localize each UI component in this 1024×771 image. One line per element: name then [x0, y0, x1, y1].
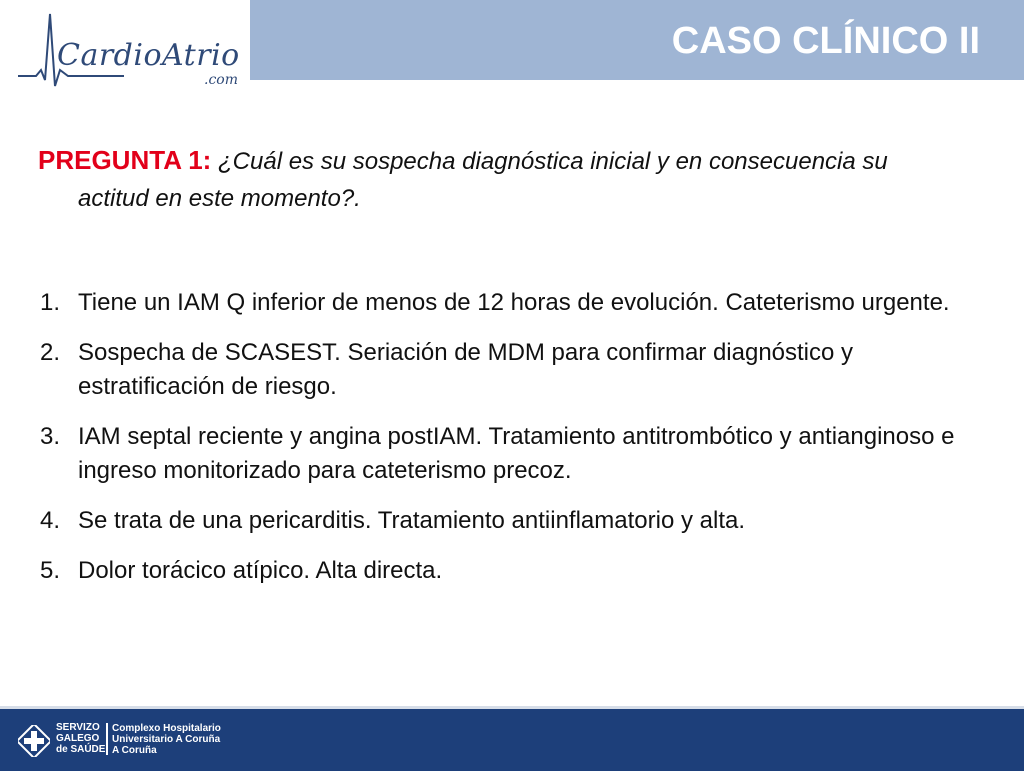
hospital-label: [112, 723, 221, 756]
option-text: IAM septal reciente y angina postIAM. Tratamiento antitrombótico y antianginoso e ingreso monitorizado para cateterismo precoz.: [78, 423, 955, 484]
answer-options: [40, 286, 990, 604]
servizo-line: SERVIZO: [56, 722, 100, 733]
option-number: 2.: [40, 339, 61, 366]
option-text: Dolor torácico atípico. Alta directa.: [78, 557, 443, 584]
cardioatrio-logo: [0, 0, 250, 96]
question-text: ¿Cuál es su sospecha diagnóstica inicial y en consecuencia su actitud en este momento?.: [78, 148, 888, 212]
logo-name-suffix: Atrio: [162, 38, 240, 73]
hospital-line: A Coruña: [112, 745, 157, 756]
sergas-cross-icon: [18, 725, 50, 757]
hospital-line: Complexo Hospitalario: [112, 723, 221, 734]
servizo-line: de SAÚDE: [56, 744, 106, 755]
answer-option: [40, 504, 990, 538]
servizo-line: GALEGO: [56, 733, 100, 744]
option-text: Tiene un IAM Q inferior de menos de 12 horas de evolución. Cateterismo urgente.: [78, 289, 950, 316]
hospital-line: Universitario A Coruña: [112, 734, 221, 745]
logo-tld: .com: [204, 72, 238, 88]
question-label: PREGUNTA 1:: [38, 145, 212, 175]
footer-divider: [106, 723, 108, 755]
servizo-galego-label: [56, 722, 105, 755]
option-number: 1.: [40, 289, 61, 316]
footer-bar: [0, 706, 1024, 771]
logo-wordmark: [57, 38, 240, 73]
answer-option: [40, 336, 990, 404]
answer-option: [40, 286, 990, 320]
option-number: 4.: [40, 507, 61, 534]
logo-name: Cardio: [57, 38, 163, 73]
option-number: 5.: [40, 557, 61, 584]
answer-option: [40, 554, 990, 588]
slide-title: CASO CLÍNICO II: [671, 20, 980, 62]
option-text: Se trata de una pericarditis. Tratamiento antiinflamatorio y alta.: [78, 507, 746, 534]
answer-option: [40, 420, 990, 488]
question-block: [38, 142, 958, 217]
option-number: 3.: [40, 423, 61, 450]
option-text: Sospecha de SCASEST. Seriación de MDM para confirmar diagnóstico y estratificación de riesgo.: [78, 339, 854, 400]
